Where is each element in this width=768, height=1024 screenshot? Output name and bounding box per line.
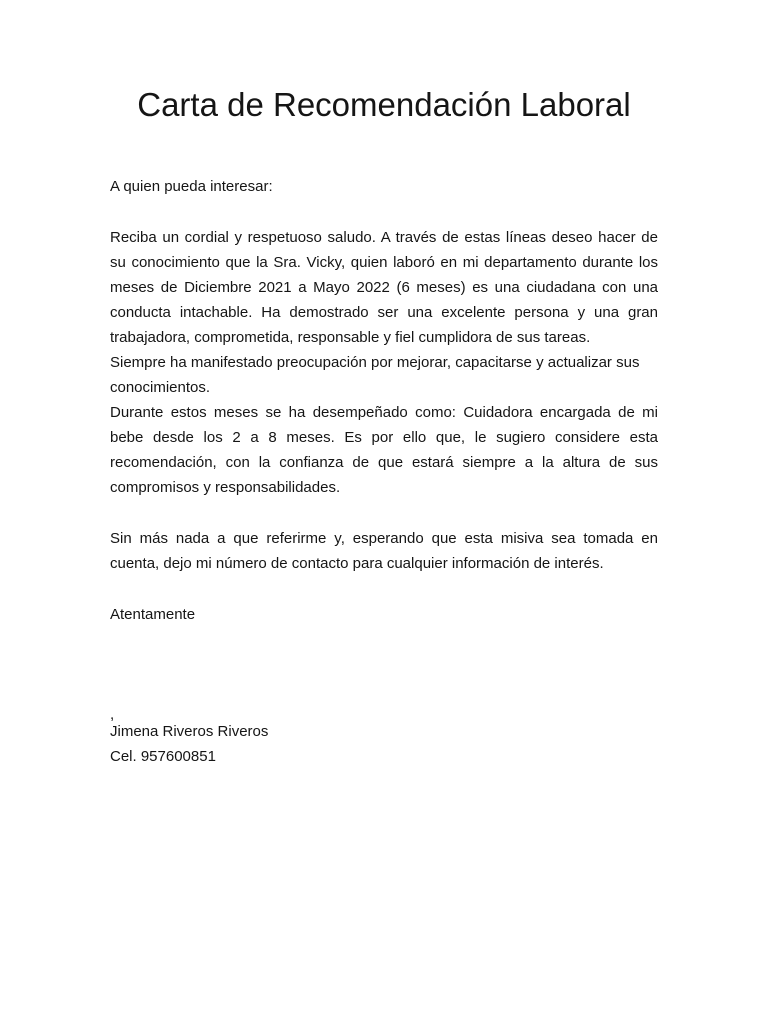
signature-phone: Cel. 957600851 [110, 748, 216, 765]
signature-name: Jimena Riveros Riveros [110, 723, 269, 740]
letter-sign-off: Atentamente [110, 606, 196, 623]
signature-comma: , [110, 706, 115, 723]
letter-paragraph-1: Reciba un cordial y respetuoso saludo. A través de estas líneas deseo hacer de su conocimiento que la Sra. Vicky, quien laboró en mi departamento durante los meses de Diciembre 2021 a Mayo 2022 (6 meses) es una ciudadana con una conducta intachable. Ha demostrado ser una excelente persona y una gran trabajadora, comprometida, responsable y fiel cumplidora de sus tareas. [110, 229, 658, 346]
letter-title: Carta de Recomendación Laboral [137, 86, 631, 123]
letter-paragraph-2: Siempre ha manifestado preocupación por mejorar, capacitarse y actualizar sus conocimientos. [110, 354, 640, 396]
letter-paragraph-3: Durante estos meses se ha desempeñado como: Cuidadora encargada de mi bebe desde los 2 a 8 meses. Es por ello que, le sugiero considere esta recomendación, con la confianza de que estará siempre a la altura de sus compromisos y responsabilidades. [110, 404, 658, 496]
letter-closing-paragraph: Sin más nada a que referirme y, esperando que esta misiva sea tomada en cuenta, dejo mi número de contacto para cualquier información de interés. [110, 530, 658, 572]
letter-greeting: A quien pueda interesar: [110, 178, 273, 195]
